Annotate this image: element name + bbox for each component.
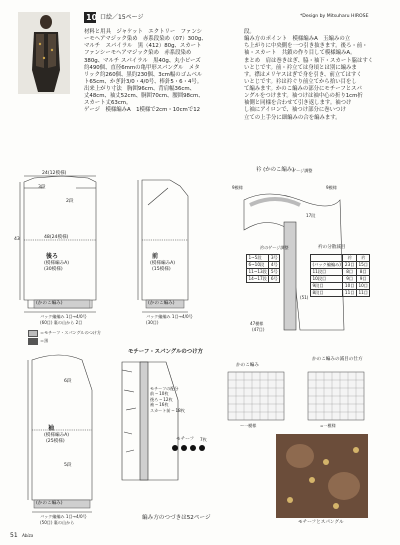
page-number: 51 (10, 532, 18, 539)
continue-note: 編み方のつづきは52ページ (142, 515, 211, 521)
legend-swatch-dark (28, 338, 38, 345)
motif-sample (172, 445, 205, 451)
gauge-table: 1~5段 3号 6~10段 4号 11~13段 5号 14~17段 6号 (248, 255, 278, 281)
front-chain-note-2: (30目) (146, 320, 159, 325)
back-chain-note: バック編編み 1目→4/0号 (40, 314, 87, 319)
materials-text: 材料と用具 ジャケット エクトリー ファンシ ーモヘアマジック染め 赤系段染め（07）300g、 マルチ スパイラル 黒（412）80g、スカート ファンシーモヘアマジック染め 赤系段染め 380g、マルチ スパイラル 黒40g、丸小ビーズ 約490個、直径6mmの亀甲形スパングル メタ リック約260個、黒約230個、3cm幅のゴムベル ト65cm、かぎ針3/0・4/0号、棒針5・6・4号。 出来上がり寸法 胸囲96cm、背肩幅36cm、 丈48cm、袖丈52cm、胴囲70cm、腰囲98cm、 スカート丈63cm。 ゲージ 模様編みA 1模様で2cm・10cmで12 (84, 29, 207, 114)
kanoko-title: かのこ編み (236, 363, 259, 368)
front-band-dim: (51) (300, 295, 309, 300)
back-height-dim: 43 (14, 237, 20, 242)
back-row-marker: 2段 (66, 199, 74, 204)
pattern-number: 10 (86, 12, 98, 22)
photo-caption: モチーフとスパングル (298, 520, 344, 525)
collar-gauge-label: 衿のゲージ調整 (260, 245, 289, 250)
kanoko-note: 〜一模様 (240, 423, 257, 428)
kanoko-note-2: =一模様 (320, 423, 336, 428)
front-diagram (138, 180, 188, 312)
motif-diagram (122, 362, 178, 480)
front-total-2: (47目) (252, 327, 265, 332)
front-label: 前 (152, 253, 159, 260)
back-count: (30模様) (44, 267, 63, 272)
model-photo (18, 12, 70, 94)
legend-note-dark: ＝黒 (40, 337, 49, 343)
sleeve-pattern: (模様編みA) (44, 433, 70, 438)
motif-legend: モチーフの配分 前 ─ 10枚 後ろ ─ 12枚 袖 ─ 16枚 スカート前 ─ 18枚 (150, 386, 185, 413)
front-chain-note: バック編編み 1目→4/0号 (146, 314, 193, 319)
collar-dim-3: 17段 (306, 213, 316, 218)
sleeve-row-marker-2: 5段 (64, 463, 72, 468)
front-hem-label: (かのこ編み) (148, 301, 175, 306)
back-label: 後ろ (46, 253, 59, 260)
front-total: 47模様 (250, 321, 264, 326)
kanoko-decrease-swatch (308, 372, 364, 420)
spangle-photo (276, 434, 368, 518)
back-pattern: (模様編みA) (44, 261, 70, 266)
front-pattern: (模様編みA) (150, 261, 176, 266)
collar-title: 衿 (かのこ編み) (256, 167, 295, 173)
back-width-dim: 48(24模様) (44, 235, 69, 240)
front-count: (15模様) (152, 267, 171, 272)
sleeve-chain-note-2: (50目) 裏の山から (40, 520, 75, 525)
back-chain-note-2: (60目) 裏の山から 2目 (40, 320, 83, 325)
kanoko-decrease-title: かのこ編みの減目の仕方 (312, 357, 363, 362)
motif-count: 7枚 (200, 437, 207, 442)
collar-decrease-table: 衿 衿 (バック編編み) 23目 15目 11段目 8目 8目 10段目 9目 9目 9段目 10目 10目 8段目 11目 11目 (312, 255, 368, 295)
sleeve-hem-label: (かのこ編み) (36, 501, 63, 506)
sleeve-label: 袖 (48, 425, 55, 432)
collar-dim-1: 9模様 (232, 185, 243, 190)
sleeve-row-marker: 6段 (64, 379, 72, 384)
motif-title: モチーフ・スパングルのつけ方 (128, 349, 203, 355)
legend-swatch (28, 330, 38, 337)
pattern-reference: 口絵／15ページ (100, 14, 144, 21)
back-top-dim: 24(12模様) (42, 171, 67, 176)
sleeve-count: (25模様) (46, 439, 65, 444)
back-hem-label: (かのこ編み) (36, 301, 63, 306)
designer-credit: *Design by Mitsuharu HIROSE (300, 14, 369, 19)
sleeve-chain-note: バック編編み 1目→4/0号 (40, 514, 87, 519)
collar-table-title: 衿の分散減目 (318, 245, 346, 250)
collar-dim-2: 9模様 (326, 185, 337, 190)
back-diagram (20, 176, 96, 312)
back-row-marker-2: 3段 (38, 185, 46, 190)
collar-gauge: ゲージ調整 (292, 168, 313, 173)
motif-label: モチーフ (176, 437, 195, 442)
legend-note: ＝モチーフ・スパングルのつけ方 (40, 329, 101, 335)
magazine-brand: Abiza (22, 533, 34, 538)
points-text: 段。 編み方のポイント 模様編みA 玉編みの立 ち上がりに中央側を一つ引き抜きます。後ろ・前・ 袖・スカート 共鎖の作り目して模様編みA。 まとめ 肩は巻きはぎ、脇・袖下・スカート脇はすく いとじです。前・衿立ては身頃とは別に編みま す。襟はメリヤスはぎで身を引き、前立てはすく いとじです。衿は衿ぐり前立てから拾い目をし て編みます。かのこ編みの部分にモチーフとスパ ングルをつけます。袖つけは袖中心の折り1cm折 袖側と同様を合わせて引き返します。袖つけ し袖にアイロンで、袖つけ部分に巻いつけ 立ての上手分に細編みの合を編みます。 (244, 29, 374, 121)
kanoko-swatch (228, 372, 284, 420)
